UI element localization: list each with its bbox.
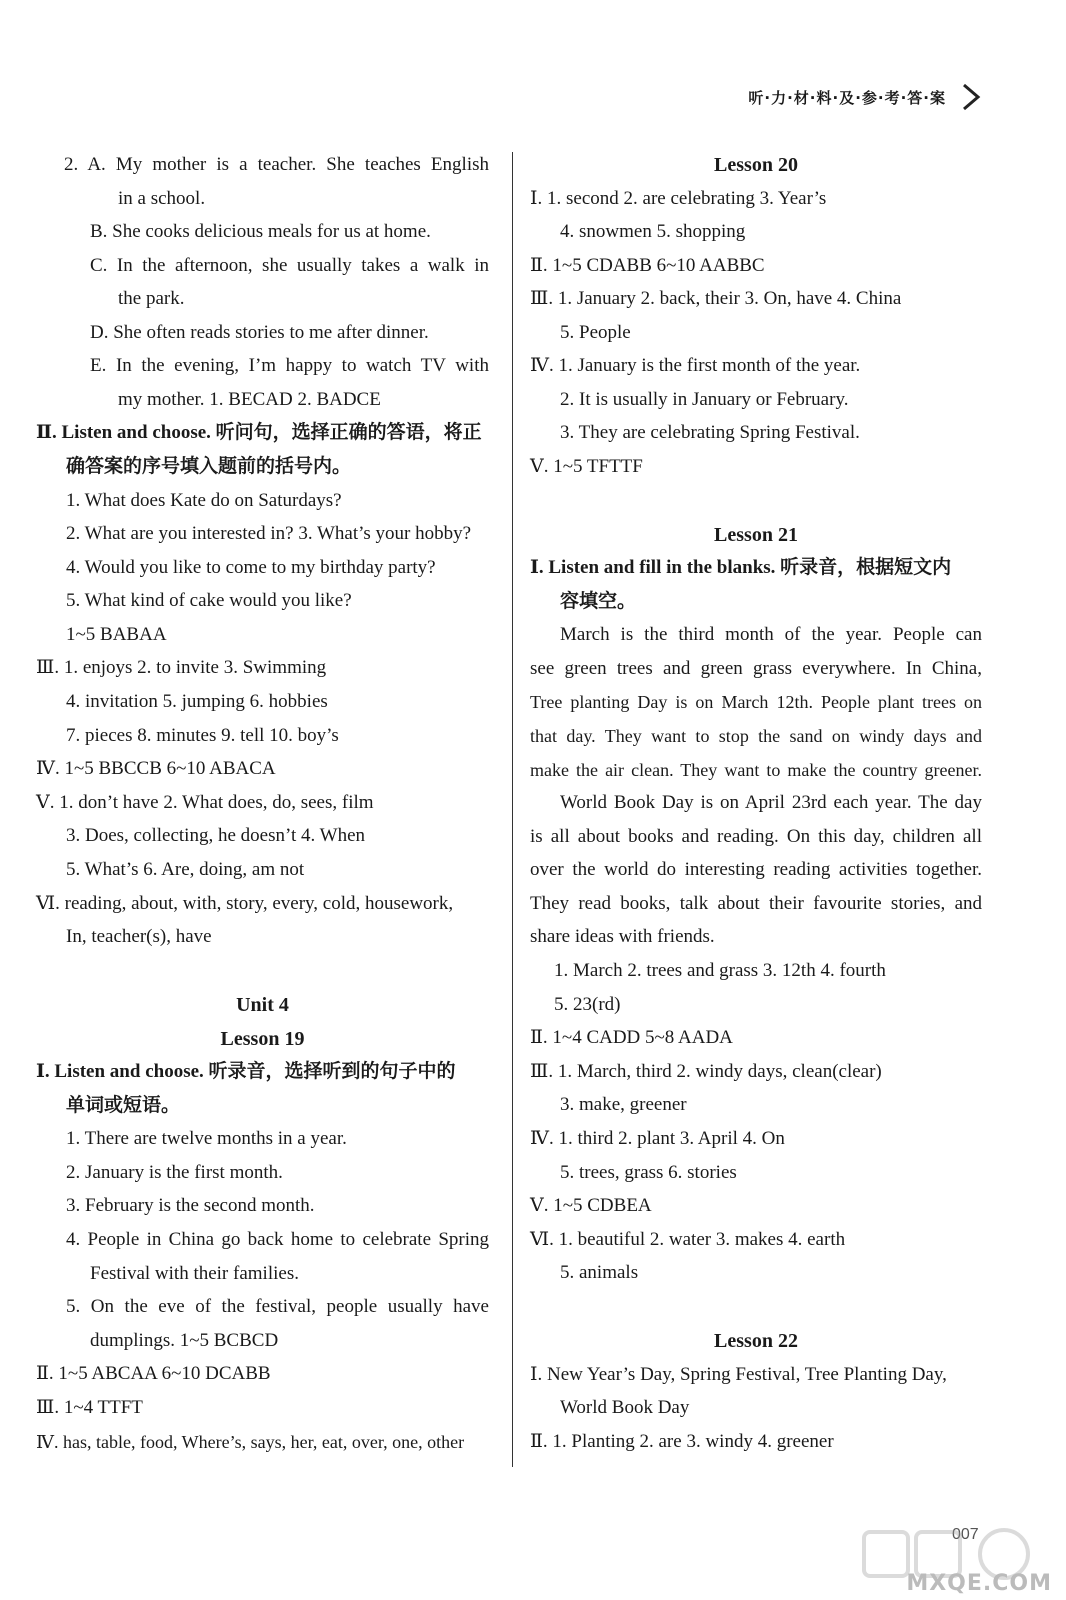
- text-line: share ideas with friends.: [530, 926, 715, 947]
- text-line: In, teacher(s), have: [66, 926, 212, 947]
- text-line: 1~5 BABAA: [66, 624, 167, 645]
- text-line: E. In the evening, I’m happy to watch TV with: [90, 355, 489, 376]
- text-line: Ⅲ. 1. March, third 2. windy days, clean(clear): [530, 1061, 882, 1082]
- text-line: 5. On the eve of the festival, people usually have: [66, 1296, 489, 1317]
- text-line: in a school.: [118, 188, 206, 209]
- text-line: C. In the afternoon, she usually takes a walk in: [90, 255, 489, 276]
- text-line: 3. make, greener: [560, 1094, 687, 1115]
- text-line: the park.: [118, 288, 185, 309]
- section-heading: Ⅱ. Listen and choose. 听问句，选择正确的答语，将正: [36, 422, 482, 443]
- text-line: Ⅲ. 1. January 2. back, their 3. On, have 4. China: [530, 288, 902, 309]
- text-line: 2. What are you interested in? 3. What’s your hobby?: [66, 523, 472, 544]
- text-line: Ⅱ. 1. Planting 2. are 3. windy 4. greener: [530, 1431, 834, 1452]
- text-line: 1. March 2. trees and grass 3. 12th 4. fourth: [554, 960, 886, 981]
- text-line: They read books, talk about their favourite stories, and: [530, 893, 982, 914]
- lesson-heading: Lesson 22: [714, 1330, 798, 1352]
- section-heading: 容填空。: [560, 591, 637, 612]
- text-line: Ⅳ. has, table, food, Where’s, says, her, eat, over, one, other: [36, 1432, 465, 1452]
- text-line: B. She cooks delicious meals for us at home.: [90, 221, 431, 242]
- lesson-heading: Lesson 20: [714, 154, 798, 176]
- text-line: Ⅳ. 1. third 2. plant 3. April 4. On: [530, 1128, 785, 1149]
- text-line: that day. They want to stop the sand on windy days and: [530, 726, 982, 746]
- lesson-heading: Lesson 21: [714, 524, 798, 546]
- text-line: Ⅳ. 1~5 BBCCB 6~10 ABACA: [36, 758, 276, 779]
- watermark-text: MXQE.COM: [906, 1571, 1052, 1596]
- text-line: D. She often reads stories to me after dinner.: [90, 322, 429, 343]
- text-line: Ⅴ. 1~5 TFTTF: [530, 456, 643, 477]
- header-title: 听·力·材·料·及·参·考·答·案: [748, 88, 946, 107]
- text-line: Festival with their families.: [90, 1263, 299, 1284]
- text-line: 2. A. My mother is a teacher. She teaches English: [64, 154, 489, 175]
- unit-heading: Unit 4: [236, 994, 289, 1016]
- text-line: 7. pieces 8. minutes 9. tell 10. boy’s: [66, 725, 339, 746]
- text-line: Ⅱ. 1~5 CDABB 6~10 AABBC: [530, 255, 765, 276]
- text-line: 5. 23(rd): [554, 994, 621, 1015]
- lesson-heading: Lesson 19: [220, 1028, 305, 1050]
- text-line: 2. January is the first month.: [66, 1162, 283, 1183]
- text-line: 2. It is usually in January or February.: [560, 389, 849, 410]
- text-line: 5. People: [560, 322, 631, 343]
- text-line: 4. invitation 5. jumping 6. hobbies: [66, 691, 328, 712]
- column-divider: [512, 152, 513, 1467]
- page-header: [748, 82, 982, 112]
- text-line: 5. What’s 6. Are, doing, am not: [66, 859, 305, 880]
- text-line: over the world do interesting reading activities together.: [530, 859, 982, 880]
- text-line: 4. snowmen 5. shopping: [560, 221, 746, 242]
- text-line: 1. What does Kate do on Saturdays?: [66, 490, 342, 511]
- chevron-right-icon: [960, 82, 982, 112]
- section-heading: 单词或短语。: [66, 1095, 181, 1116]
- text-line: 1. There are twelve months in a year.: [66, 1128, 347, 1149]
- text-line: 3. They are celebrating Spring Festival.: [560, 422, 860, 443]
- text-line: Ⅰ. 1. second 2. are celebrating 3. Year’s: [530, 188, 827, 209]
- text-line: 5. trees, grass 6. stories: [560, 1162, 737, 1183]
- section-heading: Ⅰ. Listen and fill in the blanks. 听录音，根据短文内: [530, 557, 952, 578]
- text-line: March is the third month of the year. People can: [560, 624, 982, 645]
- text-line: 5. animals: [560, 1262, 639, 1283]
- text-line: dumplings. 1~5 BCBCD: [90, 1330, 279, 1351]
- text-line: Ⅲ. 1. enjoys 2. to invite 3. Swimming: [36, 657, 327, 678]
- text-line: make the air clean. They want to make the country greener.: [530, 760, 982, 780]
- text-line: Tree planting Day is on March 12th. People plant trees on: [530, 692, 982, 712]
- text-line: Ⅵ. reading, about, with, story, every, cold, housework,: [36, 893, 454, 914]
- section-heading: 确答案的序号填入题前的括号内。: [66, 456, 352, 477]
- text-line: Ⅲ. 1~4 TTFT: [36, 1397, 143, 1418]
- text-line: 4. People in China go back home to celebrate Spring: [66, 1229, 489, 1250]
- text-line: 3. February is the second month.: [66, 1195, 315, 1216]
- text-line: World Book Day: [560, 1397, 690, 1418]
- text-line: 5. What kind of cake would you like?: [66, 590, 352, 611]
- text-line: Ⅵ. 1. beautiful 2. water 3. makes 4. earth: [530, 1229, 846, 1250]
- text-line: 3. Does, collecting, he doesn’t 4. When: [66, 825, 366, 846]
- page-number: 007: [952, 1526, 979, 1543]
- text-line: Ⅳ. 1. January is the first month of the year.: [530, 355, 861, 376]
- text-line: Ⅴ. 1. don’t have 2. What does, do, sees, film: [36, 792, 374, 813]
- text-line: Ⅱ. 1~5 ABCAA 6~10 DCABB: [36, 1363, 271, 1384]
- text-line: see green trees and green grass everywhere. In China,: [530, 658, 982, 679]
- text-line: Ⅴ. 1~5 CDBEA: [530, 1195, 652, 1216]
- text-line: my mother. 1. BECAD 2. BADCE: [118, 389, 381, 410]
- text-line: World Book Day is on April 23rd each year. The day: [560, 792, 982, 813]
- text-line: 4. Would you like to come to my birthday party?: [66, 557, 436, 578]
- text-line: Ⅱ. 1~4 CADD 5~8 AADA: [530, 1027, 733, 1048]
- section-heading: Ⅰ. Listen and choose. 听录音，选择听到的句子中的: [36, 1061, 456, 1082]
- text-line: is all about books and reading. On this day, children all: [530, 826, 982, 847]
- text-line: Ⅰ. New Year’s Day, Spring Festival, Tree Planting Day,: [530, 1364, 947, 1385]
